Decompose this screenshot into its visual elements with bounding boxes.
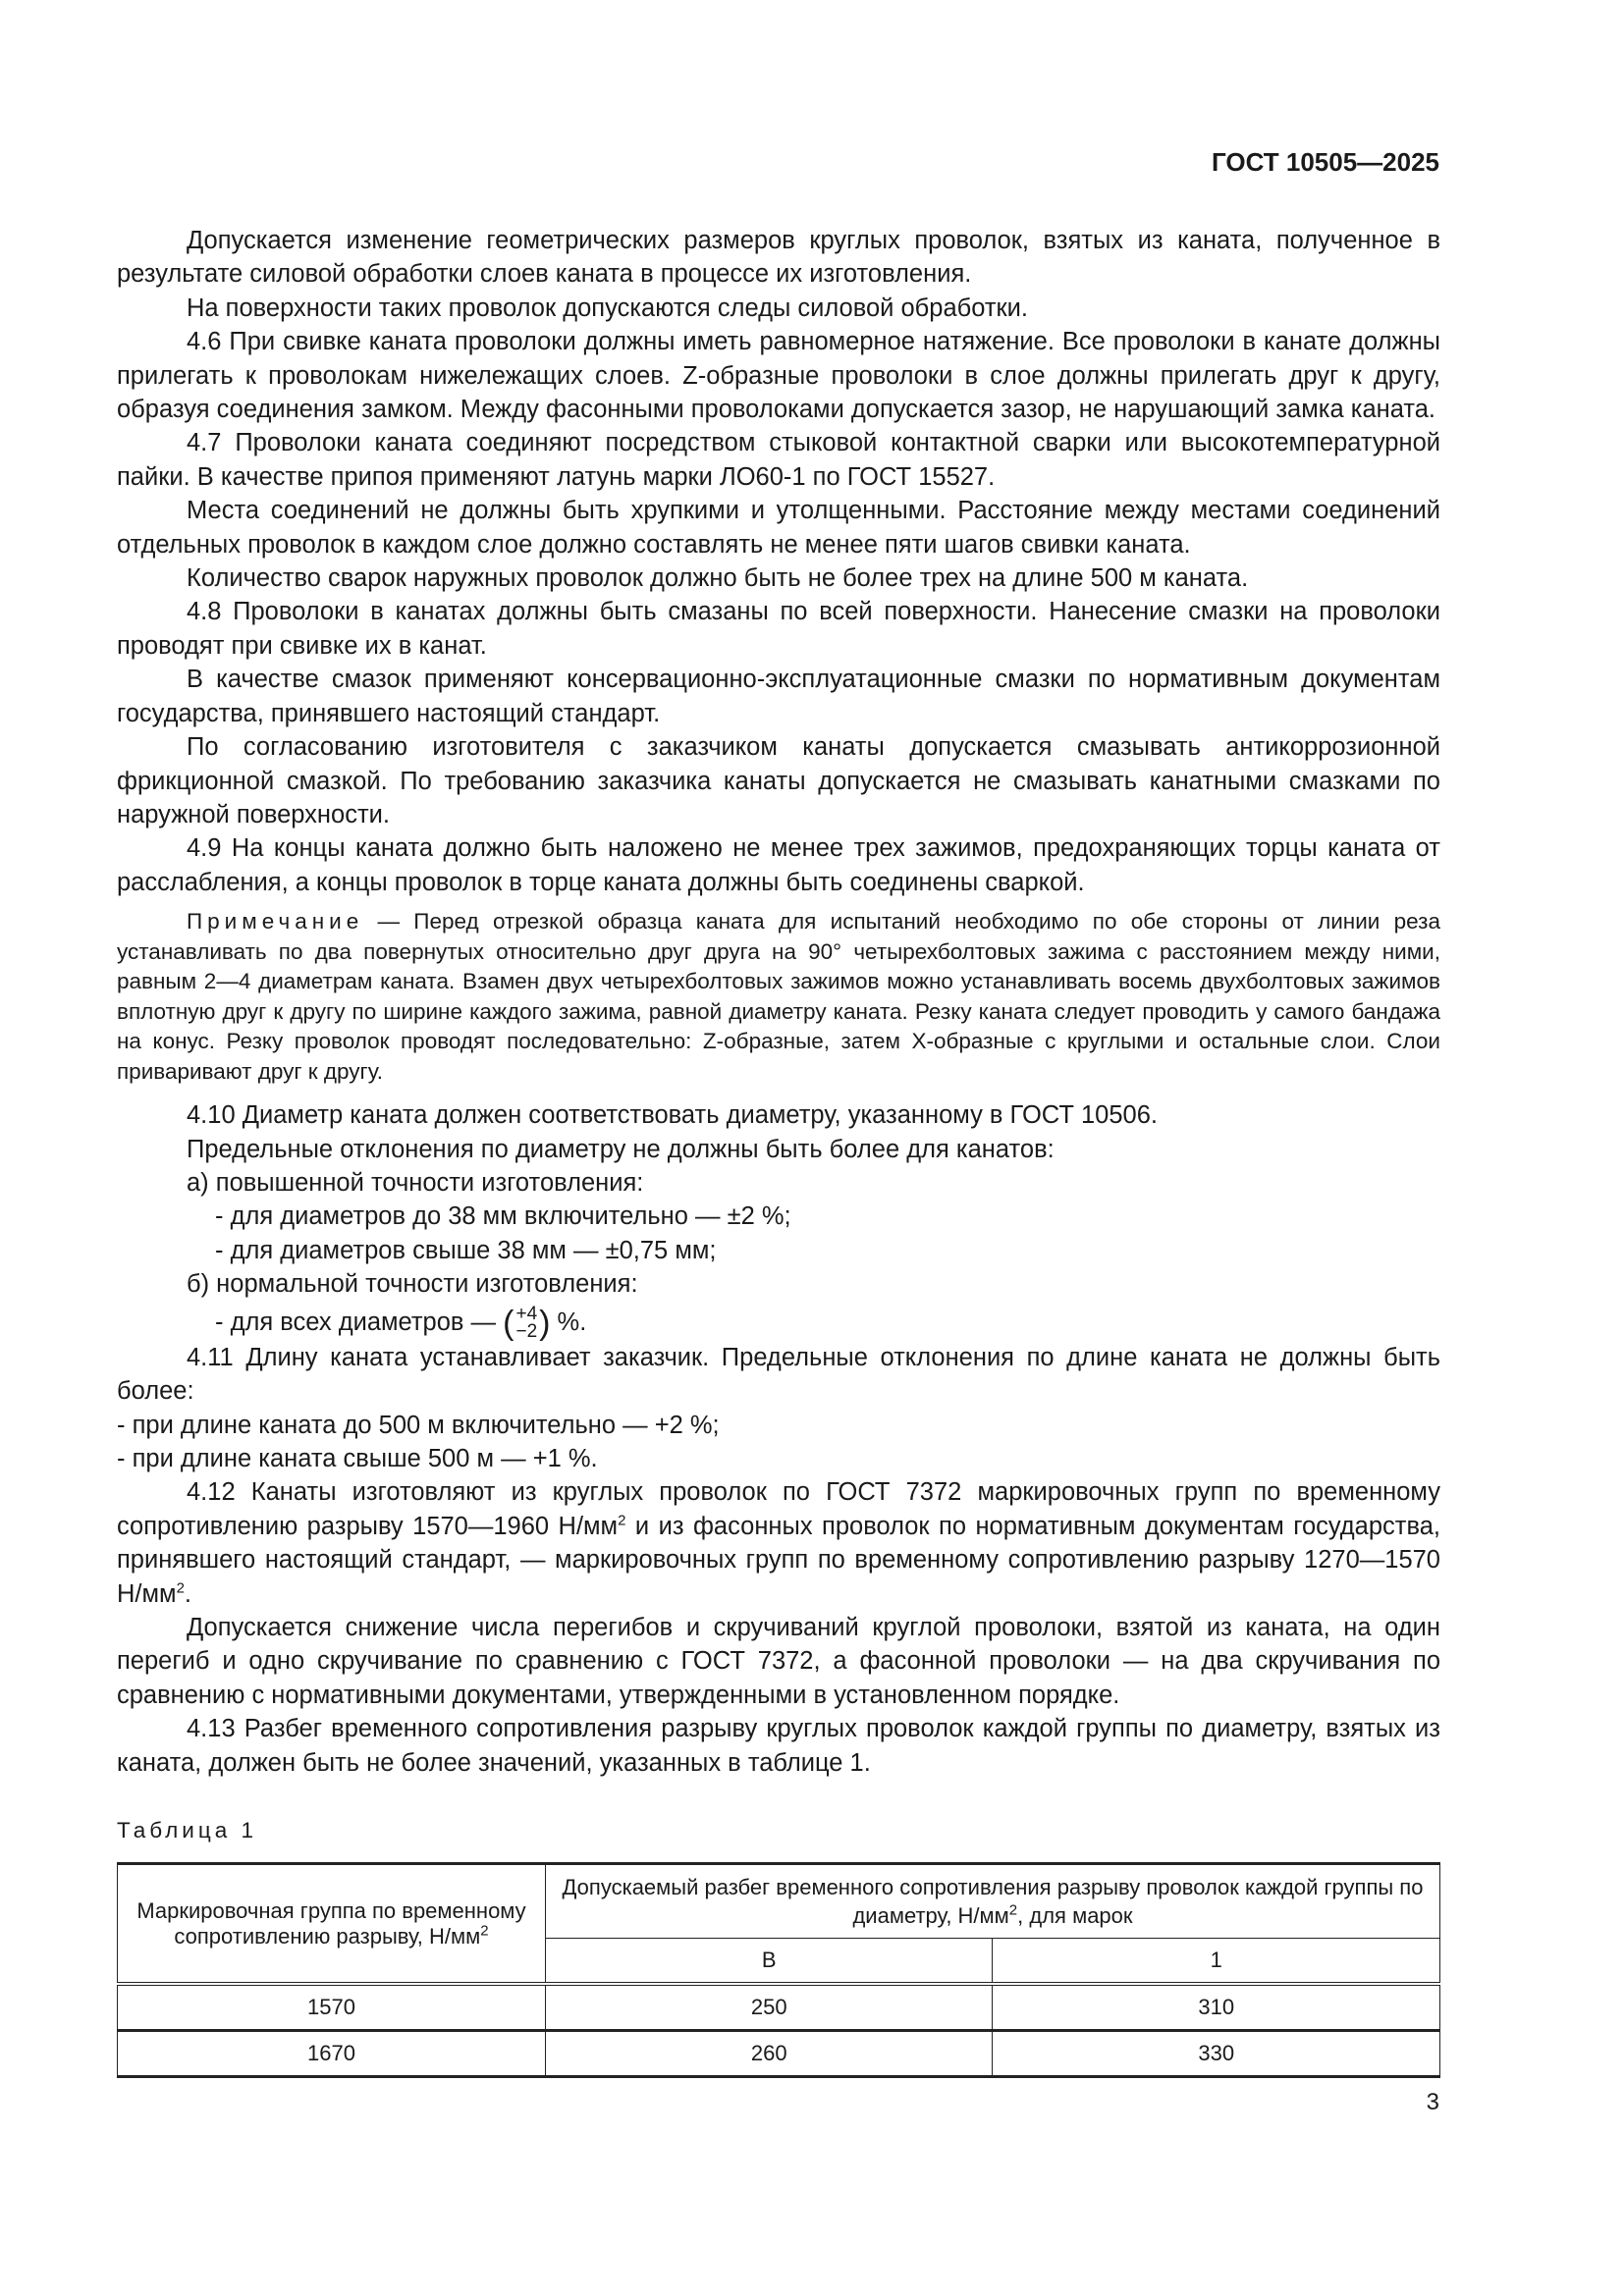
table-cell: 260 (546, 2031, 993, 2077)
table-cell: 310 (993, 1984, 1440, 2031)
paragraph-4-7: 4.7 Проволоки каната соединяют посредством стыковой контактной сварки или высокотемпературной пайки. В качестве припоя применяют латунь марки ЛО60-1 по ГОСТ 15527. (117, 429, 1440, 491)
note-text: — Перед отрезкой образца каната для испытаний необходимо по обе стороны от линии реза устанавливать по два повернутых относительно друг друга на 90° четырехболтовых зажима с расстоянием между ними, равным 2—4 диаметрам каната. Взамен двух четырехболтовых зажимов можно устанавливать восемь двухболтовых зажимов вплотную друг к другу по ширине каждого зажима, равной диаметру каната. Резку каната следует проводить у самого бандажа на конус. Резку проволок проводят последовательно: Z-образные, затем X-образные с круглыми и остальные слои. Слои приваривают друг к другу. (117, 909, 1440, 1084)
superscript: 2 (176, 1579, 185, 1597)
upper-tolerance: +4 (515, 1303, 538, 1324)
text: Допускаемый разбег временного сопротивления разрыву проволок каждой группы по диаметру, Н/мм (562, 1875, 1424, 1928)
subheader-b: В (546, 1939, 993, 1985)
table-cell: 1670 (118, 2031, 546, 2077)
paragraph: Допускается изменение геометрических размеров круглых проволок, взятых из каната, полученное в результате силовой обработки слоев каната в процессе их изготовления. (117, 227, 1440, 289)
table-row (118, 2031, 1440, 2077)
note-label: Примечание (187, 909, 364, 934)
text: 4.12 Канаты изготовляют из круглых проволок по ГОСТ 7372 маркировочных групп по временному сопротивлению разрыву 1570—1960 Н/мм (117, 1478, 1440, 1540)
list-item: - для всех диаметров — ( +4 −2) %. (215, 1303, 587, 1342)
table-cell: 1570 (118, 1984, 546, 2031)
list-item: а) повышенной точности изготовления: (187, 1168, 644, 1197)
table-caption: Таблица 1 (117, 1818, 257, 1842)
page-number: 3 (1426, 2089, 1439, 2115)
lower-tolerance: −2 (515, 1320, 538, 1342)
list-text: - для всех диаметров — (215, 1308, 504, 1336)
document-body (117, 224, 1440, 1780)
text: и из фасонных проволок по нормативным документам государства, принявшего настоящий стандарт, — маркировочных групп по временному сопротивлению разрыву 1270—1570 Н/мм (117, 1512, 1440, 1608)
paragraph-4-9: 4.9 На концы каната должно быть наложено не менее трех зажимов, предохраняющих торцы каната от расслабления, а концы проволок в торце каната должны быть соединены сваркой. (117, 834, 1440, 896)
subheader-1: 1 (993, 1939, 1440, 1985)
paragraph: Места соединений не должны быть хрупкими и утолщенными. Расстояние между местами соединений отдельных проволок в каждом слое должно составлять не менее пяти шагов свивки каната. (117, 497, 1440, 559)
superscript: 2 (618, 1512, 626, 1529)
list-item: - при длине каната до 500 м включительно — +2 %; (117, 1411, 720, 1439)
table-cell: 250 (546, 1984, 993, 2031)
table-row (118, 1984, 1440, 2031)
document-header: ГОСТ 10505—2025 (1212, 147, 1439, 177)
column-header-spread (546, 1864, 1440, 1939)
superscript: 2 (1008, 1901, 1018, 1919)
paragraph-4-11: 4.11 Длину каната устанавливает заказчик. Предельные отклонения по длине каната не должны быть более: (117, 1343, 1440, 1406)
text: Маркировочная группа по временному сопротивлению разрыву, Н/мм (136, 1897, 526, 1949)
list-item: - для диаметров до 38 мм включительно — ±2 %; (215, 1202, 791, 1231)
paragraph: На поверхности таких проволок допускаются следы силовой обработки. (187, 294, 1029, 322)
paragraph: Допускается снижение числа перегибов и скручиваний круглой проволоки, взятой из каната, на один перегиб и одно скручивание по сравнению с ГОСТ 7372, а фасонной проволоки — на два скручивания по сравнению с нормативными документами, утвержденными в установленном порядке. (117, 1614, 1440, 1709)
paragraph-4-6: 4.6 При свивке каната проволоки должны иметь равномерное натяжение. Все проволоки в канате должны прилегать к проволокам нижележащих слоев. Z-образные проволоки в слое должны прилегать друг к другу, образуя соединения замком. Между фасонными проволоками допускается зазор, не нарушающий замка каната. (117, 328, 1440, 424)
list-item: - при длине каната свыше 500 м — +1 %. (117, 1445, 598, 1473)
note (117, 907, 1440, 1087)
superscript: 2 (480, 1922, 489, 1940)
list-item: - для диаметров свыше 38 мм — ±0,75 мм; (215, 1236, 717, 1264)
tolerance-fraction (515, 1303, 538, 1342)
text: , для марок (1017, 1903, 1133, 1928)
table-cell: 330 (993, 2031, 1440, 2077)
paragraph: Количество сварок наружных проволок должно быть не более трех на длине 500 м каната. (187, 564, 1249, 593)
paragraph-4-10: 4.10 Диаметр каната должен соответствовать диаметру, указанному в ГОСТ 10506. (187, 1101, 1158, 1130)
column-header-group (118, 1864, 546, 1985)
list-item: б) нормальной точности изготовления: (187, 1270, 638, 1299)
paragraph-4-8: 4.8 Проволоки в канатах должны быть смазаны по всей поверхности. Нанесение смазки на проволоки проводят при свивке их в канат. (117, 598, 1440, 660)
text: . (184, 1579, 191, 1608)
paragraph-4-13: 4.13 Разбег временного сопротивления разрыву круглых проволок каждой группы по диаметру, взятых из каната, должен быть не более значений, указанных в таблице 1. (117, 1715, 1440, 1777)
paragraph: Предельные отклонения по диаметру не должны быть более для канатов: (187, 1135, 1055, 1163)
paragraph: В качестве смазок применяют консервационно-эксплуатационные смазки по нормативным документам государства, принявшего настоящий стандарт. (117, 666, 1440, 727)
paragraph: По согласованию изготовителя с заказчиком канаты допускается смазывать антикоррозионной фрикционной смазкой. По требованию заказчика канаты допускается не смазывать канатными смазками по наружной поверхности. (117, 733, 1440, 828)
list-text: %. (550, 1308, 587, 1336)
table-1 (117, 1862, 1440, 2078)
paragraph-4-12 (117, 1475, 1440, 1611)
